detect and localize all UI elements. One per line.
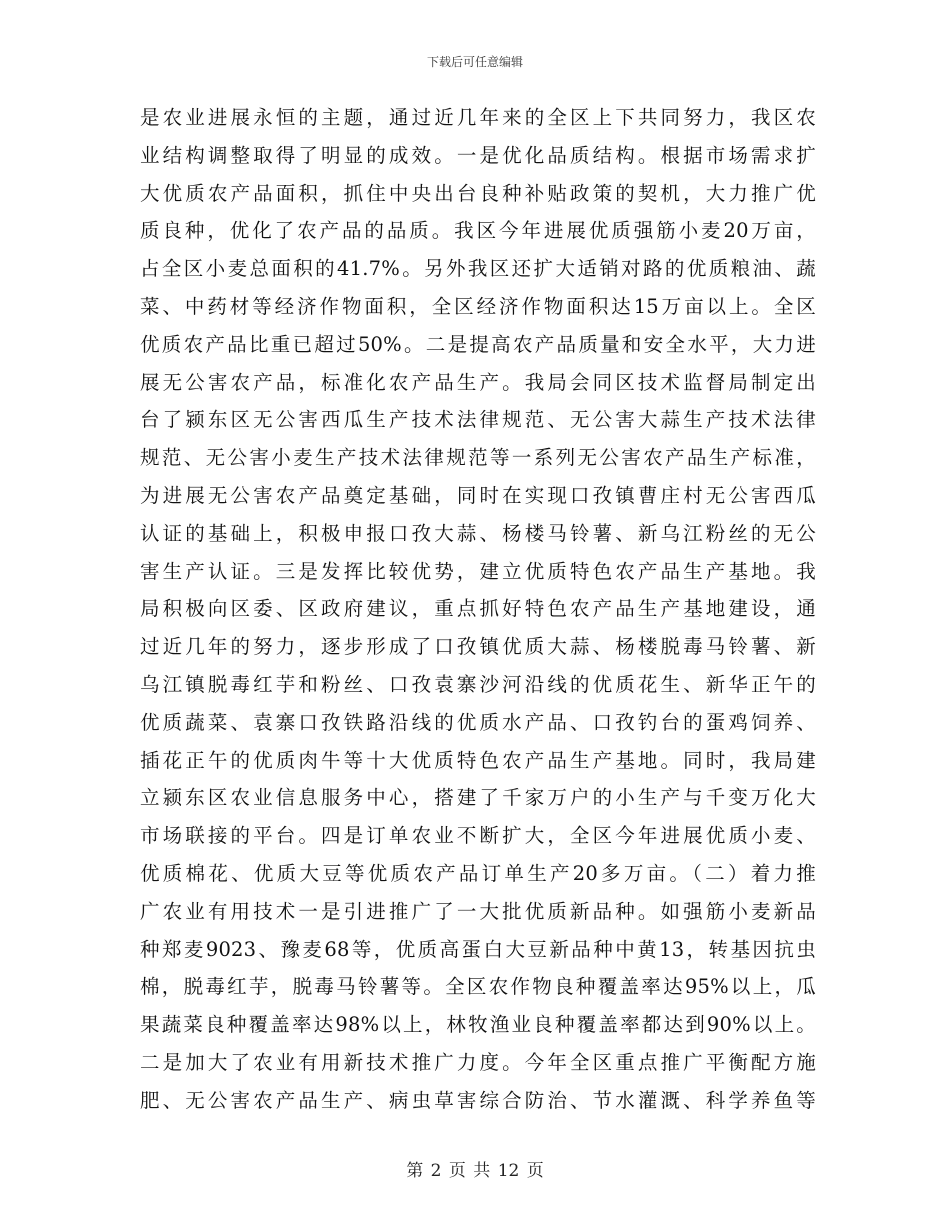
text-line: 是农业进展永恒的主题，通过近几年来的全区上下共同努力，我区农 <box>140 106 816 129</box>
text-line: 果蔬菜良种覆盖率达98%以上，林牧渔业良种覆盖率都达到90%以上。 <box>140 1013 816 1037</box>
text-line: 过近几年的努力，逐步形成了口孜镇优质大蒜、杨楼脱毒马铃薯、新 <box>140 635 816 659</box>
body-text <box>140 99 816 1120</box>
page-number: 第 2 页 共 12 页 <box>406 1161 544 1181</box>
text-line: 乌江镇脱毒红芋和粉丝、口孜袁寨沙河沿线的优质花生、新华正午的 <box>140 672 816 696</box>
text-line: 种郑麦9023、豫麦68等，优质高蛋白大豆新品种中黄13，转基因抗虫 <box>140 937 816 961</box>
text-line: 广农业有用技术一是引进推广了一大批优质新品种。如强筋小麦新品 <box>140 899 816 923</box>
page-header: 下载后可任意编辑 <box>426 55 523 69</box>
text-line: 害生产认证。三是发挥比较优势，建立优质特色农产品生产基地。我 <box>140 559 816 583</box>
text-line: 菜、中药材等经济作物面积，全区经济作物面积达15万亩以上。全区 <box>140 294 816 318</box>
text-line: 优质农产品比重已超过50%。二是提高农产品质量和安全水平，大力进 <box>140 332 816 356</box>
text-line: 插花正午的优质肉牛等十大优质特色农产品生产基地。同时，我局建 <box>140 748 816 772</box>
text-line: 大优质农产品面积，抓住中央出台良种补贴政策的契机，大力推广优 <box>140 181 816 205</box>
text-line: 市场联接的平台。四是订单农业不断扩大，全区今年进展优质小麦、 <box>140 824 816 848</box>
text-line: 质良种，优化了农产品的品质。我区今年进展优质强筋小麦20万亩， <box>140 219 816 243</box>
text-line: 台了颍东区无公害西瓜生产技术法律规范、无公害大蒜生产技术法律 <box>140 408 816 432</box>
text-line: 立颍东区农业信息服务中心，搭建了千家万户的小生产与千变万化大 <box>140 786 816 810</box>
text-line: 棉，脱毒红芋，脱毒马铃薯等。全区农作物良种覆盖率达95%以上，瓜 <box>140 975 816 999</box>
text-line: 二是加大了农业有用新技术推广力度。今年全区重点推广平衡配方施 <box>140 1050 816 1074</box>
text-line: 规范、无公害小麦生产技术法律规范等一系列无公害农产品生产标准， <box>140 446 816 470</box>
text-line: 优质蔬菜、袁寨口孜铁路沿线的优质水产品、口孜钓台的蛋鸡饲养、 <box>140 710 816 734</box>
text-line: 为进展无公害农产品奠定基础，同时在实现口孜镇曹庄村无公害西瓜 <box>140 483 816 507</box>
text-line: 肥、无公害农产品生产、病虫草害综合防治、节水灌溉、科学养鱼等 <box>140 1088 816 1112</box>
text-line: 认证的基础上，积极申报口孜大蒜、杨楼马铃薯、新乌江粉丝的无公 <box>140 521 816 545</box>
text-line: 业结构调整取得了明显的成效。一是优化品质结构。根据市场需求扩 <box>140 143 816 167</box>
text-line: 展无公害农产品，标准化农产品生产。我局会同区技术监督局制定出 <box>140 370 816 394</box>
text-line: 优质棉花、优质大豆等优质农产品订单生产20多万亩。（二）着力推 <box>140 861 816 885</box>
text-line: 局积极向区委、区政府建议，重点抓好特色农产品生产基地建设，通 <box>140 597 816 621</box>
text-line: 占全区小麦总面积的41.7%。另外我区还扩大适销对路的优质粮油、蔬 <box>140 257 816 281</box>
